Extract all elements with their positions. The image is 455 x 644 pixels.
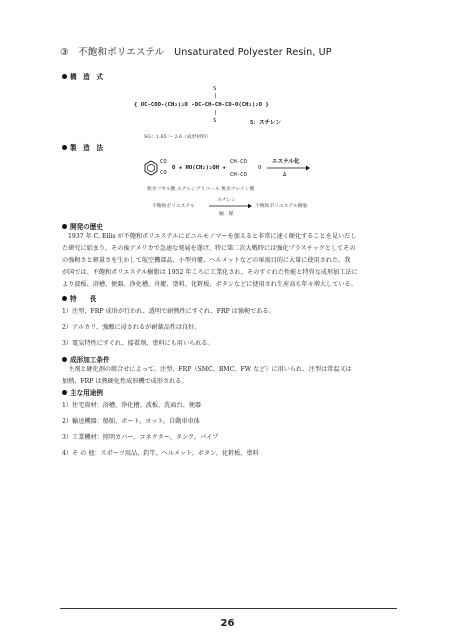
formula-bottom-s: S [213,118,217,124]
use-item: 1）住宅資材：浴槽、浄化槽、波板、洗面台、便器 [62,402,202,409]
molding-line: 加熱、FRP は熱硬化性成形機で成形される。 [62,378,188,385]
sg-note: SG：1.65 ～ 2.6（成形材料） [144,135,211,140]
step2-product: 不飽和ポリエステル樹脂 [255,204,308,209]
history-line: の強靭さと軽量さを生かして航空機部品、小型舟艇、ヘルメットなどの軍需目的に大量に使用された。我 [62,257,351,264]
molding-line: 主剤と硬化剤の組合せによって、注型、FRP（SMC、BMC、FW など）に用いられ、注型は常温又は [68,366,352,373]
formula-bond-bottom: | [214,110,218,116]
use-item: 3）工業機材：照明カバー、コネクター、タンク、パイプ [62,434,219,441]
step2-reactant: 不飽和ポリエステル [152,204,195,209]
styrene-label: S：スチレン [250,120,281,126]
uses-heading: 主な用途例 [62,387,103,397]
history-line: 1937 年 C. Ellis が不飽和ポリエステルにビニルモノマーを加えると非常に速く硬化することを見いだし [68,233,357,240]
formula-top-s: S [213,86,217,92]
structural-formula: { OC-COO-(CH₂)₂O -OC-CH-CH-CO-O(CH₂)₂O } [134,102,269,108]
curing-arrow-icon [208,202,252,210]
feature-item: 3）電気特性にすぐれ、接着剤、塗料にも用いられる。 [62,340,214,347]
reaction-arrow-icon [266,164,310,172]
benzene-ring-icon [142,159,162,179]
esterification-label: エステル化 [272,159,300,165]
history-paragraph [62,231,400,291]
bullet-icon [62,224,67,229]
use-item: 4）そ の 他：スポーツ用品、釣竿、ヘルメット、ボタン、化粧板、塗料 [62,450,259,457]
reactant-caption: 無水フタル酸 エチレングリコール 無水マレイン酸 [147,187,255,192]
heat-symbol: Δ [283,172,287,178]
bullet-icon [62,296,67,301]
section-title [60,44,332,58]
step2-styrene: スチレン [217,198,236,203]
section-title-text: 不飽和ポリエステル Unsaturated Polyester Resin, UP [78,47,332,58]
reactant-maleic-bottom: CH-CO [230,172,247,178]
formula-bond-top: | [214,93,218,99]
bullet-icon [62,74,67,79]
features-heading: 特 長 [62,293,96,303]
maleic-o: O [258,165,262,171]
history-line: が国では、不飽和ポリエステル樹脂は 1952 年ころに工業化され、そのすぐれた性能と特異な成形加工法に [62,269,358,276]
feature-item: 1）注型、FRP 成形が行われ、透明で耐熱性にすぐれ、FRP は強靭である。 [62,308,275,315]
section-number: ③ [60,47,69,58]
bullet-icon [62,390,67,395]
reactant-co-top: CO [160,159,167,165]
bullet-icon [62,145,67,150]
reactant-co-bottom: CO [160,170,167,176]
page-number: 26 [220,618,235,629]
history-heading: 開発の歴史 [62,221,103,231]
history-line: た研究に始まり、その後アメリカで急速な発展を遂げ、特に第二次大戦時には強化プラスチックとしてその [62,245,356,252]
use-item: 2）輸送機器：船舶、ボート、ヨット、自動車車体 [62,418,200,425]
history-line: より波板、浴槽、便器、浄化槽、舟艇、塗料、化粧板、ボタンなどに使用され生産高も年々増大している。 [62,281,357,288]
bullet-icon [62,357,67,362]
molding-paragraph [62,364,400,388]
step2-catalyst: 触 媒 [219,212,234,217]
reactant-glycol: O + HO(CH₂)₂OH + [172,165,226,171]
structure-heading: 構 造 式 [62,71,103,81]
footer-divider [60,608,397,609]
feature-item: 2）アルカリ、強酸に浸されるが耐薬品性は良好。 [62,324,201,331]
molding-heading: 成形加工条件 [62,354,110,364]
manufacturing-heading: 製 造 法 [62,142,103,152]
reactant-maleic-top: CH-CO [230,159,247,165]
